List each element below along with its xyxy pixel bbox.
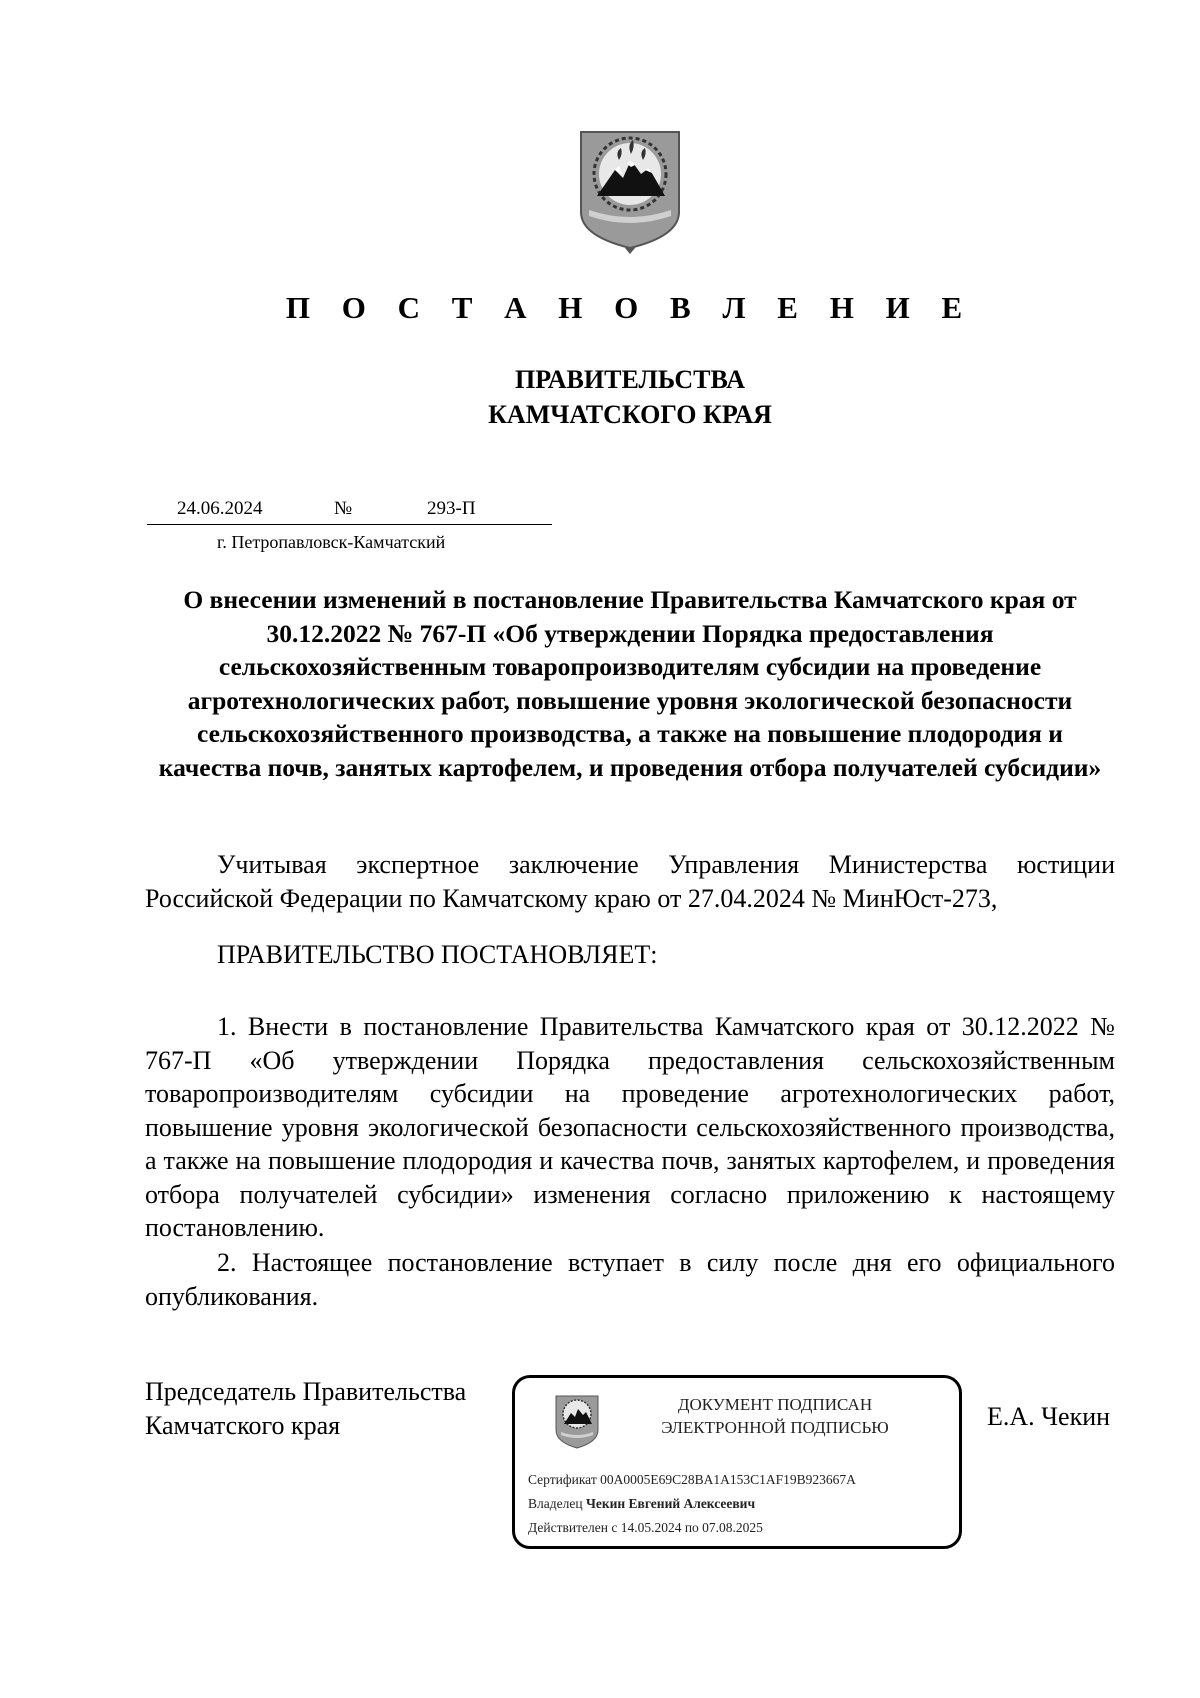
valid-to: 07.08.2025 bbox=[702, 1520, 763, 1535]
certificate-label: Сертификат bbox=[528, 1472, 597, 1487]
signer-name: Е.А. Чекин bbox=[987, 1402, 1111, 1431]
document-title: О внесении изменений в постановление Правительства Камчатского края от 30.12.2022 № 767-П «Об утверждении Порядка предоставления сельскохозяйственным товаропроизводителям субсидии на проведение агротехнологических работ, повышение уровня экологической безопасности сельскохозяйственного производства, а также на повышение плодородия и качества почв, занятых картофелем, и проведения отбора получателей субсидии» bbox=[158, 585, 1102, 782]
valid-to-label: по bbox=[684, 1520, 699, 1535]
owner-label: Владелец bbox=[528, 1496, 583, 1511]
valid-from-label: с bbox=[611, 1520, 618, 1535]
issuer-line-1: ПРАВИТЕЛЬСТВА bbox=[515, 365, 745, 394]
decree-paragraph: ПРАВИТЕЛЬСТВО ПОСТАНОВЛЯЕТ: bbox=[217, 940, 658, 969]
stamp-coat-of-arms-icon bbox=[553, 1392, 601, 1452]
date-underline bbox=[147, 524, 552, 525]
item-1-paragraph: 1. Внести в постановление Правительства Камчатского края от 30.12.2022 № 767-П «Об утверждении Порядка предоставления сельскохозяйственным товаропроизводителям субсидии на проведение агротехнологических работ, повышение уровня экологической безопасности сельскохозяйственного производства, а также на повышение плодородия и качества почв, занятых картофелем, и проведения отбора получателей субсидии» изменения согласно приложению к настоящему постановлению. bbox=[145, 1012, 1115, 1242]
number-sign: № bbox=[334, 498, 353, 519]
valid-label: Действителен bbox=[528, 1520, 608, 1535]
valid-from: 14.05.2024 bbox=[620, 1520, 682, 1535]
signer-position-line-2: Камчатского края bbox=[145, 1411, 341, 1440]
stamp-title bbox=[625, 1393, 925, 1439]
issuer-heading bbox=[0, 362, 1200, 432]
stamp-validity-row bbox=[528, 1516, 856, 1540]
signer-position bbox=[145, 1375, 466, 1443]
electronic-signature-stamp bbox=[512, 1375, 962, 1549]
stamp-info bbox=[528, 1468, 856, 1540]
stamp-owner-row bbox=[528, 1492, 856, 1516]
stamp-title-line-2: ЭЛЕКТРОННОЙ ПОДПИСЬЮ bbox=[661, 1418, 889, 1437]
document-type-heading: П О С Т А Н О В Л Е Н И Е bbox=[285, 290, 975, 325]
date-number-row bbox=[147, 498, 552, 528]
document-number: 293-П bbox=[427, 498, 476, 519]
document-date: 24.06.2024 bbox=[177, 498, 263, 519]
coat-of-arms-icon bbox=[575, 124, 685, 254]
document-city: г. Петропавловск-Камчатский bbox=[217, 532, 446, 552]
considering-paragraph: Учитывая экспертное заключение Управления Министерства юстиции Российской Федерации по Камчатскому краю от 27.04.2024 № МинЮст-273, bbox=[145, 850, 1115, 913]
stamp-title-line-1: ДОКУМЕНТ ПОДПИСАН bbox=[677, 1395, 873, 1414]
stamp-certificate-row bbox=[528, 1468, 856, 1492]
owner-value: Чекин Евгений Алексеевич bbox=[585, 1496, 756, 1511]
item-2-paragraph: 2. Настоящее постановление вступает в силу после дня его официального опубликования. bbox=[145, 1248, 1115, 1311]
certificate-value: 00A0005E69C28BA1A153C1AF19B923667A bbox=[600, 1472, 856, 1487]
issuer-line-2: КАМЧАТСКОГО КРАЯ bbox=[488, 400, 772, 429]
signer-position-line-1: Председатель Правительства bbox=[145, 1377, 467, 1406]
